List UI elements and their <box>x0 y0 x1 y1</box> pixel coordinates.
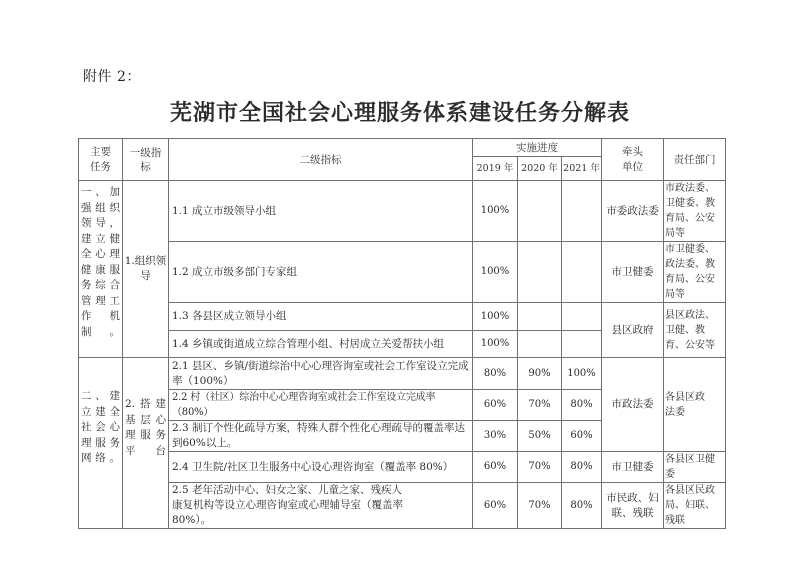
level2-cell: 1.2 成立市级多部门专家组 <box>169 242 473 303</box>
header-lead-unit: 牵头单位 <box>602 139 664 181</box>
header-progress: 实施进度 <box>473 139 602 157</box>
progress-2021 <box>562 181 602 242</box>
header-level2: 二级指标 <box>169 139 473 181</box>
attachment-label: 附件 2： <box>83 69 141 85</box>
level2-cell: 1.1 成立市级领导小组 <box>169 181 473 242</box>
progress-2021 <box>562 331 602 358</box>
progress-2019: 100% <box>473 303 518 331</box>
progress-2019: 30% <box>473 421 518 452</box>
progress-2019: 100% <box>473 331 518 358</box>
progress-2021 <box>562 303 602 331</box>
main-task-cell: 二、建立建全社会心理服务网络。 <box>79 358 123 529</box>
progress-2019: 60% <box>473 452 518 483</box>
progress-2021: 100% <box>562 358 602 390</box>
table-row <box>79 452 726 483</box>
lead-unit-cell: 县区政府 <box>602 303 664 358</box>
task-breakdown-table <box>78 138 726 529</box>
progress-2019: 60% <box>473 483 518 529</box>
progress-2019: 100% <box>473 181 518 242</box>
progress-2019: 60% <box>473 390 518 421</box>
progress-2020: 70% <box>518 452 562 483</box>
progress-2019: 80% <box>473 358 518 390</box>
level2-cell: 2.2 村（社区）综治中心心理咨询室或社会工作室设立完成率（80%） <box>169 390 473 421</box>
progress-2020 <box>518 331 562 358</box>
header-2019: 2019 年 <box>473 157 518 181</box>
header-responsible: 责任部门 <box>664 139 726 181</box>
header-main-task: 主要任务 <box>79 139 123 181</box>
level2-cell: 1.4 乡镇或街道成立综合管理小组、村居成立关爱帮扶小组 <box>169 331 473 358</box>
responsible-cell: 各县区政法委 <box>664 358 726 452</box>
table-row <box>79 303 726 331</box>
progress-2020 <box>518 303 562 331</box>
header-2021: 2021 年 <box>562 157 602 181</box>
level2-cell: 2.4 卫生院/社区卫生服务中心设心理咨询室（覆盖率 80%） <box>169 452 473 483</box>
header-level1: 一级指标 <box>123 139 169 181</box>
lead-unit-cell: 市政法委 <box>602 358 664 452</box>
level2-cell: 2.3 制订个性化疏导方案，特殊人群个性化心理疏导的覆盖率达到60%以上。 <box>169 421 473 452</box>
progress-2021: 60% <box>562 421 602 452</box>
progress-2020 <box>518 242 562 303</box>
table-row <box>79 181 726 242</box>
responsible-cell: 各县区民政局、妇联、残联 <box>664 483 726 529</box>
progress-2019: 100% <box>473 242 518 303</box>
table-row <box>79 358 726 390</box>
lead-unit-cell: 市卫健委 <box>602 452 664 483</box>
progress-2020 <box>518 181 562 242</box>
responsible-cell: 各县区卫健委 <box>664 452 726 483</box>
header-row-1 <box>79 139 726 157</box>
progress-2020: 70% <box>518 483 562 529</box>
lead-unit-cell: 市民政、妇联、残联 <box>602 483 664 529</box>
responsible-cell: 市卫健委、政法委、教育局、公安局等 <box>664 242 726 303</box>
lead-unit-cell: 市委政法委 <box>602 181 664 242</box>
progress-2021: 80% <box>562 452 602 483</box>
table-row <box>79 242 726 303</box>
header-2020: 2020 年 <box>518 157 562 181</box>
level2-cell: 2.1 县区、乡镇/街道综治中心心理咨询室或社会工作室设立完成率（100%） <box>169 358 473 390</box>
progress-2021: 80% <box>562 390 602 421</box>
level1-cell: 1.组织领导 <box>123 181 169 358</box>
level1-cell: 2.搭建基层心理服务平台 <box>123 358 169 529</box>
progress-2020: 50% <box>518 421 562 452</box>
responsible-cell: 市政法委、卫健委、教育局、公安局等 <box>664 181 726 242</box>
progress-2021 <box>562 242 602 303</box>
level2-cell: 2.5 老年活动中心、妇女之家、儿童之家、残疾人康复机构等设立心理咨询室或心理辅导室（覆盖率 80%）。 <box>169 483 473 529</box>
document-title: 芜湖市全国社会心理服务体系建设任务分解表 <box>169 100 630 126</box>
progress-2020: 90% <box>518 358 562 390</box>
responsible-cell: 县区政法、卫健、教育、公安等 <box>664 303 726 358</box>
progress-2020: 70% <box>518 390 562 421</box>
table-row <box>79 483 726 529</box>
lead-unit-cell: 市卫健委 <box>602 242 664 303</box>
level2-cell: 1.3 各县区成立领导小组 <box>169 303 473 331</box>
main-task-cell: 一、加强组织领导，建立健全心理健康服务综合管理工作机制。 <box>79 181 123 358</box>
progress-2021: 80% <box>562 483 602 529</box>
